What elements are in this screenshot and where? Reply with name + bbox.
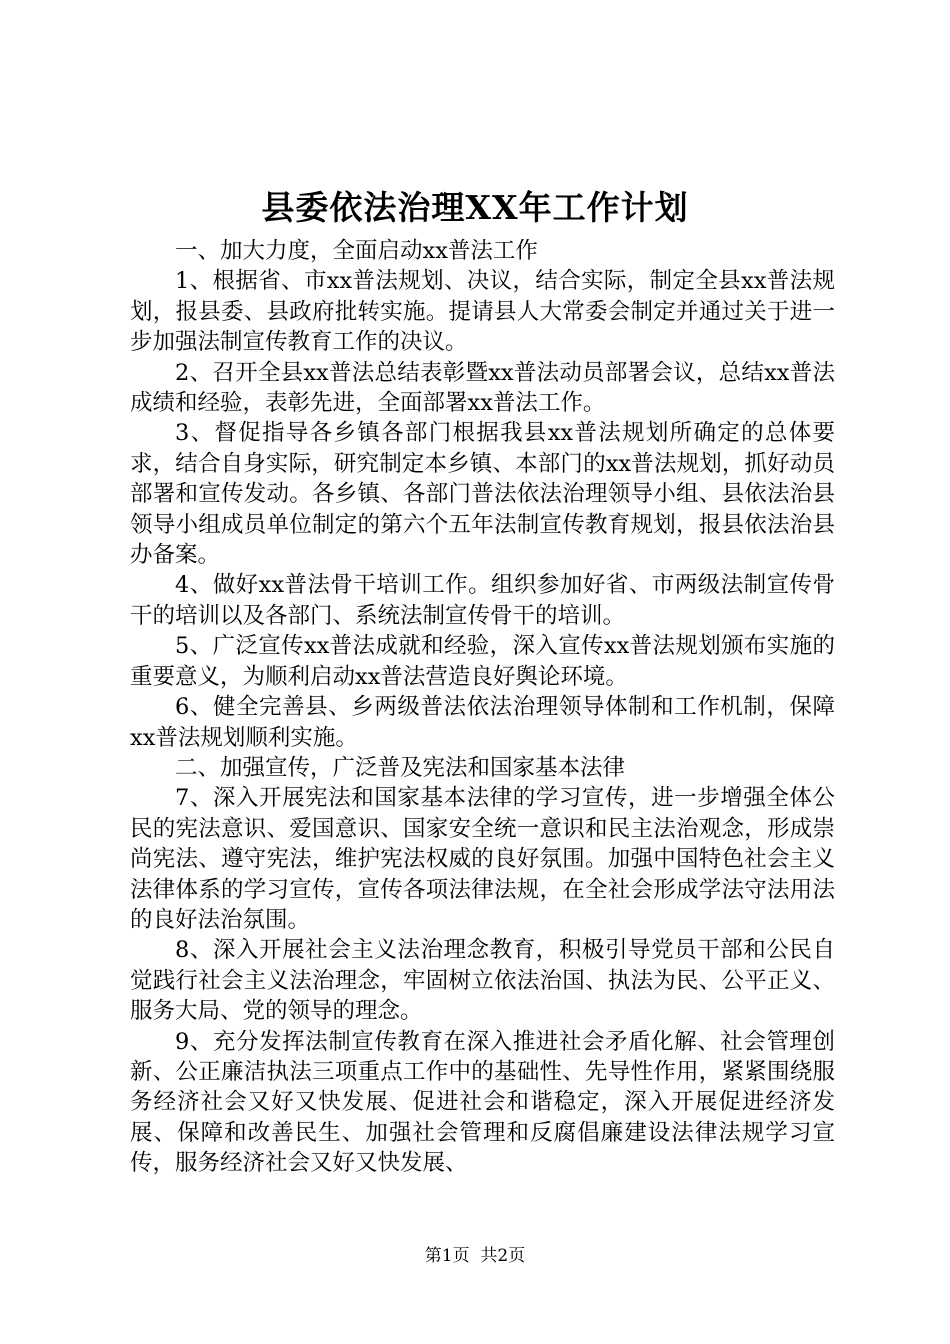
paragraph-item-7: 7、深入开展宪法和国家基本法律的学习宣传，进一步增强全体公民的宪法意识、爱国意识、国家安全统一意识和民主法治观念，形成崇尚宪法、遵守宪法，维护宪法权威的良好氛围。加强中国特色社会主义法律体系的学习宣传，宣传各项法律法规，在全社会形成学法守法用法的良好法治氛围。 <box>130 785 835 933</box>
paragraph-item-5: 5、广泛宣传xx普法成就和经验，深入宣传xx普法规划颁布实施的重要意义，为顺利启动xx普法营造良好舆论环境。 <box>130 633 835 690</box>
page-footer <box>0 1244 950 1268</box>
paragraph-item-4: 4、做好xx普法骨干培训工作。组织参加好省、市两级法制宣传骨干的培训以及各部门、系统法制宣传骨干的培训。 <box>130 572 835 629</box>
paragraph-item-3: 3、督促指导各乡镇各部门根据我县xx普法规划所确定的总体要求，结合自身实际，研究制定本乡镇、本部门的xx普法规划，抓好动员部署和宣传发动。各乡镇、各部门普法依法治理领导小组、县依法治县领导小组成员单位制定的第六个五年法制宣传教育规划，报县依法治县办备案。 <box>130 420 835 569</box>
page-number-label: 第1页 共2页 <box>424 1246 526 1266</box>
paragraph-item-6: 6、健全完善县、乡两级普法依法治理领导体制和工作机制，保障xx普法规划顺利实施。 <box>130 694 835 751</box>
section-heading-2: 二、加强宣传，广泛普及宪法和国家基本法律 <box>175 754 626 781</box>
paragraph-item-2: 2、召开全县xx普法总结表彰暨xx普法动员部署会议，总结xx普法成绩和经验，表彰先进，全面部署xx普法工作。 <box>130 359 835 417</box>
section-heading-1: 一、加大力度，全面启动xx普法工作 <box>175 238 538 264</box>
document-body <box>130 236 835 1179</box>
paragraph-item-9: 9、充分发挥法制宣传教育在深入推进社会矛盾化解、社会管理创新、公正廉洁执法三项重点工作中的基础性、先导性作用，紧紧围绕服务经济社会又好又快发展、促进社会和谐稳定，深入开展促进经济发展、保障和改善民生、加强社会管理和反腐倡廉建设法律法规学习宣传，服务经济社会又好又快发展、 <box>130 1028 835 1177</box>
paragraph-item-1: 1、根据省、市xx普法规划、决议，结合实际，制定全县xx普法规划，报县委、县政府批转实施。提请县人大常委会制定并通过关于进一步加强法制宣传教育工作的决议。 <box>130 268 835 356</box>
document-title: 县委依法治理XX年工作计划 <box>261 188 689 227</box>
paragraph-item-8: 8、深入开展社会主义法治理念教育，积极引导党员干部和公民自觉践行社会主义法治理念，牢固树立依法治国、执法为民、公平正义、服务大局、党的领导的理念。 <box>130 937 835 1025</box>
